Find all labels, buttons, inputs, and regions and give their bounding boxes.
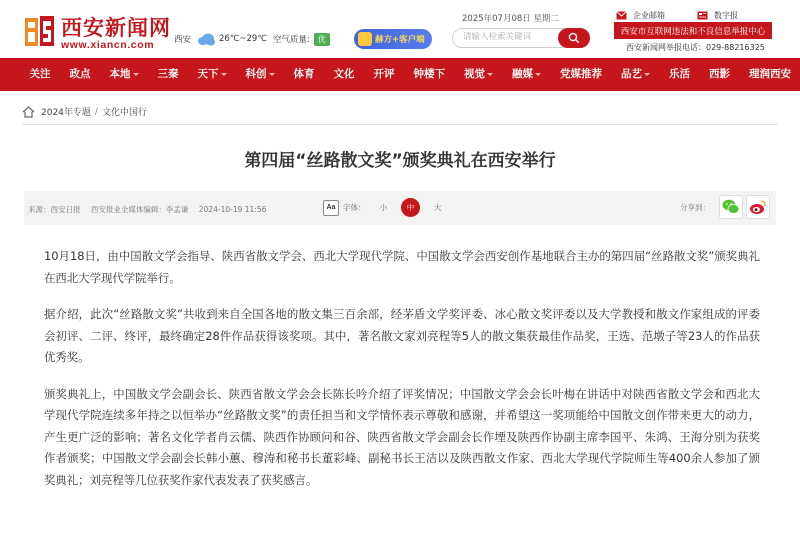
nav-item-label: 融媒 xyxy=(512,68,533,80)
newspaper-icon xyxy=(697,11,708,20)
article-source-info xyxy=(28,204,274,215)
caret-down-icon xyxy=(133,73,139,76)
breadcrumb-separator: / xyxy=(94,106,98,117)
nav-item-label: 钟楼下 xyxy=(413,68,445,80)
nav-item[interactable] xyxy=(612,58,660,91)
nav-item[interactable] xyxy=(364,58,404,91)
nav-item-label: 视觉 xyxy=(464,68,485,80)
logo-mark-icon xyxy=(24,14,56,48)
weibo-icon xyxy=(749,199,767,215)
article-source: 来源：西安日报 xyxy=(28,205,81,214)
article-datetime: 2024-10-19 11:56 xyxy=(198,205,267,214)
ad-text: 赫方+客户端 xyxy=(375,35,425,45)
quick-links xyxy=(616,10,738,21)
air-quality-badge: 优 xyxy=(314,33,330,46)
search-box xyxy=(452,28,590,48)
caret-down-icon xyxy=(644,73,650,76)
caret-down-icon xyxy=(221,73,227,76)
nav-item[interactable] xyxy=(700,58,740,91)
nav-item[interactable] xyxy=(740,58,800,91)
current-date: 2025年07月08日 星期二 xyxy=(462,14,559,24)
nav-item-label: 开评 xyxy=(373,68,395,80)
enterprise-mail-label: 企业邮箱 xyxy=(633,11,665,20)
nav-item[interactable] xyxy=(100,58,148,91)
weather-widget xyxy=(174,31,330,47)
font-small-button[interactable]: 小 xyxy=(379,203,387,212)
weather-temp: 26℃~29℃ xyxy=(219,34,267,44)
divider xyxy=(22,124,778,125)
air-quality-label: 空气质量: xyxy=(272,35,310,45)
nav-item-label: 体育 xyxy=(293,68,315,80)
nav-item-label: 三秦 xyxy=(157,68,179,80)
nav-item[interactable] xyxy=(188,58,236,91)
article-body xyxy=(44,246,760,506)
nav-item[interactable] xyxy=(284,58,324,91)
article-title: 第四届“丝路散文奖”颁奖典礼在西安举行 xyxy=(244,151,556,171)
nav-item-label: 本地 xyxy=(109,68,131,80)
main-nav xyxy=(0,58,800,91)
nav-item-label: 文化 xyxy=(333,68,355,80)
logo-url: www.xiancn.com xyxy=(61,39,155,51)
nav-item-label: 西影 xyxy=(709,68,730,80)
share-wechat-button[interactable] xyxy=(719,195,743,219)
breadcrumb xyxy=(22,105,147,118)
caret-down-icon xyxy=(487,73,493,76)
search-input[interactable] xyxy=(463,32,559,42)
caret-down-icon xyxy=(269,73,275,76)
enterprise-mail-link[interactable] xyxy=(616,10,665,21)
font-large-button[interactable]: 大 xyxy=(434,203,442,212)
app-icon xyxy=(358,32,372,46)
nav-item[interactable] xyxy=(455,58,503,91)
nav-item-label: 品艺 xyxy=(621,68,642,80)
digital-paper-label: 数字报 xyxy=(714,11,738,20)
nav-item-label: 关注 xyxy=(29,68,51,80)
nav-item[interactable] xyxy=(20,58,60,91)
nav-item[interactable] xyxy=(148,58,188,91)
caret-down-icon xyxy=(535,73,541,76)
site-header xyxy=(0,0,800,58)
nav-item[interactable] xyxy=(404,58,455,91)
report-center-link[interactable]: 西安市互联网违法和不良信息举报中心 xyxy=(614,22,772,39)
search-button[interactable] xyxy=(558,28,590,48)
nav-item[interactable] xyxy=(60,58,100,91)
nav-item[interactable] xyxy=(324,58,364,91)
digital-paper-link[interactable] xyxy=(697,10,738,21)
nav-item-label: 乐活 xyxy=(669,68,690,80)
share-label: 分享到： xyxy=(680,202,710,212)
article-editor: 西安报业全媒体编辑：李孟谦 xyxy=(90,205,189,214)
nav-item[interactable] xyxy=(503,58,551,91)
nav-item-label: 理润西安 xyxy=(749,68,791,80)
site-logo[interactable] xyxy=(24,12,171,52)
cloud-icon xyxy=(197,32,215,46)
nav-item-label: 天下 xyxy=(197,68,219,80)
logo-text: 西安新闻网 xyxy=(61,16,171,40)
weather-city: 西安 xyxy=(174,35,192,45)
app-ad-banner[interactable] xyxy=(354,29,432,49)
report-phone: 西安新闻网举报电话：029-88216325 xyxy=(626,43,765,52)
breadcrumb-item-topic[interactable]: 2024年专题 xyxy=(41,108,91,118)
search-icon xyxy=(568,32,580,44)
article-paragraph: 10月18日，由中国散文学会指导、陕西省散文学会、西北大学现代学院、中国散文学会西安创作基地联合主办的第四届“丝路散文奖”颁奖典礼在西北大学现代学院举行。 xyxy=(44,249,760,285)
article-paragraph: 颁奖典礼上，中国散文学会副会长、陕西省散文学会会长陈长吟介绍了评奖情况；中国散文学会会长叶梅在讲话中对陕西省散文学会和西北大学现代学院连续多年持之以恒举办“丝路散文奖”的责任担当和文学情怀表示尊敬和感谢，并希望这一奖项能给中国散文创作带来更大的动力，产生更广泛的影响；著名文化学者肖云儒、陕西作协顾问和谷、陕西省散文学会副会长作堙及陕西作协副主席李国平、朱鸿、王海分别为获奖作者颁奖；中国散文学会副会长韩小蕙、穆涛和秘书长董彩峰、副秘书长王洁以及陕西散文作家、西北大学现代学院师生等400余人参加了颁奖典礼；刘亮程等几位获奖作家代表发表了获奖感言。 xyxy=(44,386,760,487)
nav-item-label: 科创 xyxy=(245,68,267,80)
font-size-control xyxy=(323,198,442,217)
font-size-icon: Aa xyxy=(323,200,339,216)
article-paragraph: 据介绍，此次“丝路散文奖”共收到来自全国各地的散文集三百余部，经茅盾文学奖评委、冰心散文奖评委以及大学教授和散文作家组成的评委会初评、二评、终评，最终确定28件作品获得该奖项。其中，著名散文家刘亮程等5人的散文集获最佳作品奖，王选、范墩子等23人的作品获优秀奖。 xyxy=(44,307,760,364)
nav-item[interactable] xyxy=(551,58,612,91)
nav-item[interactable] xyxy=(236,58,284,91)
font-size-label: 字体： xyxy=(343,203,366,212)
wechat-icon xyxy=(722,199,740,215)
article-meta-bar xyxy=(24,191,776,225)
share-bar xyxy=(680,195,770,219)
home-icon[interactable] xyxy=(22,106,35,118)
nav-item-label: 党媒推荐 xyxy=(560,68,602,80)
breadcrumb-item-section[interactable]: 文化中国行 xyxy=(101,108,147,118)
nav-item[interactable] xyxy=(660,58,700,91)
nav-item-label: 政点 xyxy=(69,68,91,80)
share-weibo-button[interactable] xyxy=(746,195,770,219)
font-medium-button[interactable]: 中 xyxy=(401,198,420,217)
mail-icon xyxy=(616,11,627,20)
